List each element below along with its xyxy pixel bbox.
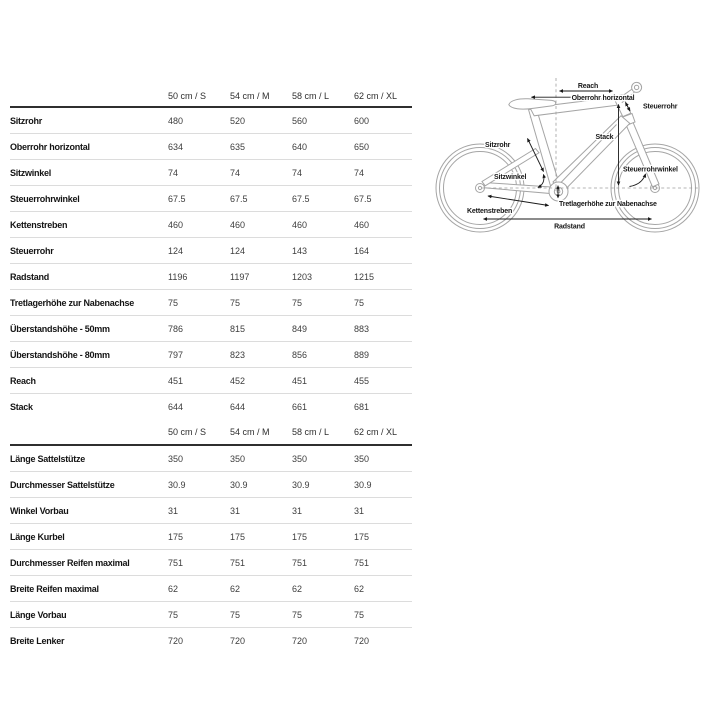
spec-value: 460 [230, 212, 292, 238]
sitzwinkel-arc [538, 175, 544, 188]
spec-value: 67.5 [230, 186, 292, 212]
spec-value: 75 [292, 290, 354, 316]
spec-label: Steuerrohr [10, 238, 168, 264]
spec-value: 650 [354, 134, 412, 160]
spec-value: 164 [354, 238, 412, 264]
spec-row [10, 576, 412, 602]
size-column-header: 50 cm / S [168, 85, 230, 107]
spec-label: Stack [10, 401, 33, 412]
spec-row [10, 602, 412, 628]
bike-geometry-diagram [432, 72, 720, 252]
geometry-spec-table [10, 85, 412, 653]
spec-row [10, 186, 412, 212]
radstand-label: Radstand [554, 223, 585, 231]
steuerrohrwinkel-arc [630, 174, 646, 187]
spec-value: 62 [230, 576, 292, 602]
spec-row [10, 342, 412, 368]
spec-value: 124 [230, 238, 292, 264]
components-section [10, 419, 412, 653]
kettenstreben-label: Kettenstreben [467, 208, 513, 215]
spec-label: Oberrohr horizontal [10, 134, 168, 160]
spec-value: 751 [292, 550, 354, 576]
size-column-header: 58 cm / L [292, 419, 354, 445]
sitzrohr-label: Sitzrohr [485, 142, 511, 149]
spec-label: Länge Sattelstütze [10, 445, 168, 472]
spec-value: 74 [230, 160, 292, 186]
size-header-spacer [10, 85, 168, 107]
spec-value: 1196 [168, 264, 230, 290]
spec-value: 751 [354, 550, 412, 576]
size-column-header: 50 cm / S [168, 419, 230, 445]
spec-label: Breite Lenker [10, 635, 65, 646]
reach-label: Reach [577, 83, 599, 91]
spec-value: 1197 [230, 264, 292, 290]
spec-value: 124 [168, 238, 230, 264]
spec-label: Überstandshöhe - 50mm [10, 316, 168, 342]
size-header-row [10, 419, 412, 445]
spec-value: 460 [292, 212, 354, 238]
spec-value: 640 [292, 134, 354, 160]
spec-value: 75 [230, 290, 292, 316]
spec-value: 175 [168, 524, 230, 550]
spec-value: 751 [230, 550, 292, 576]
spec-value: 75 [354, 290, 412, 316]
size-column-header: 54 cm / M [230, 85, 292, 107]
steuerrohrwinkel-label: Steuerrohrwinkel [623, 166, 678, 174]
spec-value: 67.5 [354, 186, 412, 212]
spec-value: 889 [354, 342, 412, 368]
spec-value: 451 [292, 368, 354, 394]
spec-row [10, 445, 412, 472]
spec-value: 75 [168, 602, 230, 628]
spec-label: Durchmesser Sattelstütze [10, 472, 168, 498]
spec-value: 350 [230, 445, 292, 472]
spec-value: 480 [168, 107, 230, 134]
spec-value: 1203 [292, 264, 354, 290]
spec-value: 74 [168, 160, 230, 186]
spec-label: Sitzwinkel [10, 160, 168, 186]
spec-row [10, 134, 412, 160]
spec-row [10, 628, 412, 654]
spec-value: 75 [354, 602, 412, 628]
spec-row [10, 550, 412, 576]
spec-value: 786 [168, 316, 230, 342]
spec-value: 856 [292, 342, 354, 368]
spec-label: Sitzrohr [10, 107, 168, 134]
spec-value: 75 [168, 290, 230, 316]
spec-value: 644 [230, 401, 246, 412]
spec-value: 31 [354, 498, 412, 524]
spec-value: 460 [354, 212, 412, 238]
spec-value: 143 [292, 238, 354, 264]
spec-value: 1215 [354, 264, 412, 290]
spec-value: 74 [292, 160, 354, 186]
motor-housing [549, 182, 568, 201]
spec-value: 720 [168, 635, 184, 646]
spec-row [10, 264, 412, 290]
size-column-header: 62 cm / XL [354, 419, 412, 445]
oberrohr-label: Oberrohr horizontal [571, 94, 635, 102]
spec-value: 175 [230, 524, 292, 550]
spec-value: 62 [168, 576, 230, 602]
spec-row [10, 290, 412, 316]
spec-value: 455 [354, 368, 412, 394]
spec-value: 751 [168, 550, 230, 576]
steuerrohr-label: Steuerrohr [643, 103, 678, 111]
spec-value: 797 [168, 342, 230, 368]
spec-value: 634 [168, 134, 230, 160]
spec-row [10, 316, 412, 342]
spec-value: 883 [354, 316, 412, 342]
spec-row [10, 368, 412, 394]
kettenstreben-arrow [488, 196, 549, 206]
spec-row [10, 394, 412, 420]
spec-value: 661 [292, 401, 308, 412]
spec-label: Durchmesser Reifen maximal [10, 550, 168, 576]
handlebar-grip [632, 82, 642, 92]
spec-value: 815 [230, 316, 292, 342]
spec-label: Steuerrohrwinkel [10, 186, 168, 212]
spec-label: Reach [10, 368, 168, 394]
spec-value: 560 [292, 107, 354, 134]
spec-value: 75 [230, 602, 292, 628]
spec-value: 350 [168, 445, 230, 472]
spec-value: 600 [354, 107, 412, 134]
spec-label: Überstandshöhe - 80mm [10, 342, 168, 368]
spec-value: 74 [354, 160, 412, 186]
spec-value: 460 [168, 212, 230, 238]
spec-label: Winkel Vorbau [10, 498, 168, 524]
spec-value: 75 [292, 602, 354, 628]
spec-value: 67.5 [292, 186, 354, 212]
size-header-spacer [10, 419, 168, 445]
tretlagerhoehe-label: Tretlagerhöhe zur Nabenachse [559, 201, 657, 208]
spec-value: 30.9 [354, 472, 412, 498]
spec-value: 62 [354, 576, 412, 602]
spec-value: 720 [292, 635, 308, 646]
sitzwinkel-label: Sitzwinkel [494, 174, 527, 181]
spec-value: 31 [230, 498, 292, 524]
spec-value: 520 [230, 107, 292, 134]
spec-value: 823 [230, 342, 292, 368]
spec-value: 30.9 [230, 472, 292, 498]
size-column-header: 54 cm / M [230, 419, 292, 445]
size-column-header: 58 cm / L [292, 85, 354, 107]
spec-row [10, 498, 412, 524]
spec-value: 720 [230, 635, 246, 646]
spec-row [10, 212, 412, 238]
spec-value: 30.9 [292, 472, 354, 498]
spec-value: 350 [292, 445, 354, 472]
spec-value: 30.9 [168, 472, 230, 498]
spec-value: 720 [354, 635, 370, 646]
spec-value: 452 [230, 368, 292, 394]
spec-value: 635 [230, 134, 292, 160]
size-column-header: 62 cm / XL [354, 85, 412, 107]
spec-value: 644 [168, 401, 184, 412]
spec-value: 31 [292, 498, 354, 524]
spec-row [10, 524, 412, 550]
size-header-row [10, 85, 412, 107]
spec-row [10, 472, 412, 498]
spec-label: Tretlagerhöhe zur Nabenachse [10, 290, 168, 316]
spec-label: Breite Reifen maximal [10, 576, 168, 602]
spec-value: 67.5 [168, 186, 230, 212]
spec-value: 350 [354, 445, 412, 472]
spec-value: 849 [292, 316, 354, 342]
spec-row [10, 107, 412, 134]
geometry-section [10, 85, 412, 419]
spec-label: Kettenstreben [10, 212, 168, 238]
spec-value: 451 [168, 368, 230, 394]
spec-value: 31 [168, 498, 230, 524]
spec-row [10, 160, 412, 186]
spec-row [10, 238, 412, 264]
spec-value: 175 [292, 524, 354, 550]
spec-label: Radstand [10, 264, 168, 290]
spec-value: 175 [354, 524, 412, 550]
spec-label: Länge Vorbau [10, 602, 168, 628]
stack-label: Stack [595, 134, 614, 141]
spec-value: 681 [354, 401, 370, 412]
spec-label: Länge Kurbel [10, 524, 168, 550]
spec-value: 62 [292, 576, 354, 602]
